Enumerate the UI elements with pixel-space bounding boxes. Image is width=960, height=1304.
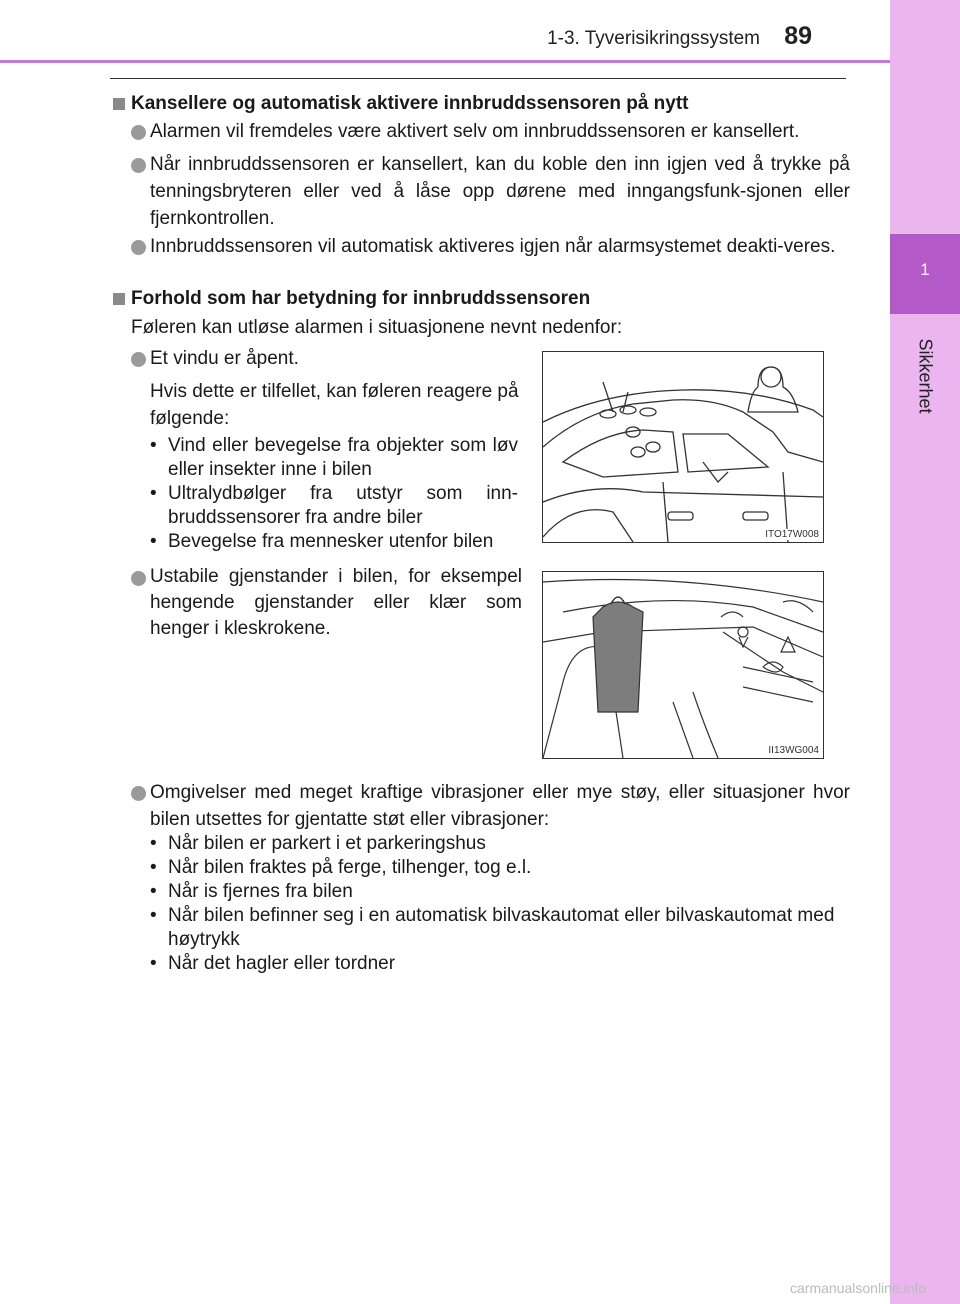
content-rule [110,78,846,79]
sub-bullet: Når bilen fraktes på ferge, tilhenger, tog e.l. [168,857,532,878]
car-open-window-figure [542,351,824,543]
section-title: 1-3. Tyverisikringssystem [547,28,760,49]
car-illustration [543,352,823,542]
list-item: Alarmen vil fremdeles være aktivert selv om innbruddssensoren er kansellert. [150,121,800,142]
section-heading: Forhold som har betydning for innbruddssensoren [131,288,591,309]
section-intro: Føleren kan utløse alarmen i situasjonene nevnt nedenfor: [131,317,623,338]
chapter-label-box [893,326,957,426]
round-bullet-icon [131,158,146,173]
round-bullet-icon [131,125,146,140]
section-heading: Kansellere og automatisk aktivere innbruddssensoren på nytt [131,93,689,114]
round-bullet-icon [131,352,146,367]
chapter-label: Sikkerhet [915,338,936,414]
round-bullet-icon [131,240,146,255]
interior-illustration [543,572,823,758]
header-rule [0,60,890,63]
list-item: Når innbruddssensoren er kansellert, kan du koble den inn igjen ved å trykke på tenningsbryteren eller ved å låse opp dørene med inngangsfunk-sjonen eller fjernkontrollen. [150,154,850,229]
chapter-sidebar [890,0,960,1304]
page-header [0,0,890,60]
square-bullet-icon [113,293,125,305]
car-interior-figure [542,571,824,759]
square-bullet-icon [113,98,125,110]
sub-bullet: Vind eller bevegelse fra objekter som løv eller insekter inne i bilen [168,435,518,480]
sub-bullet: Når is fjernes fra bilen [168,881,353,902]
round-bullet-icon [131,571,146,586]
list-item: Innbruddssensoren vil automatisk aktiveres igjen når alarmsystemet deakti-veres. [150,236,836,257]
sub-bullet: Når bilen er parkert i et parkeringshus [168,833,486,854]
chapter-number: 1 [920,260,930,279]
list-item-title: Omgivelser med meget kraftige vibrasjoner eller mye støy, eller situasjoner hvor bilen utsettes for gjentatte støt eller vibrasjoner: [150,782,850,830]
figure-code: II13WG004 [768,745,819,756]
sub-bullet: Når det hagler eller tordner [168,953,396,974]
sub-bullet: Når bilen befinner seg i en automatisk bilvaskautomat eller bilvaskautomat med høytrykk [168,905,835,950]
sub-bullet: Ultralydbølger fra utstyr som inn-bruddssensorer fra andre biler [168,483,518,528]
watermark: carmanualsonline.info [790,1280,927,1296]
round-bullet-icon [131,786,146,801]
page-number: 89 [784,22,812,50]
sub-bullet: Bevegelse fra mennesker utenfor bilen [168,531,494,552]
list-item-title: Et vindu er åpent. [150,348,299,369]
figure-code: ITO17W008 [765,529,819,540]
chapter-tab [890,234,960,314]
list-item-title: Ustabile gjenstander i bilen, for eksempel hengende gjenstander eller klær som henger i kleskrokene. [150,566,522,639]
list-item-text: Hvis dette er tilfellet, kan føleren reagere på følgende: [150,381,519,429]
